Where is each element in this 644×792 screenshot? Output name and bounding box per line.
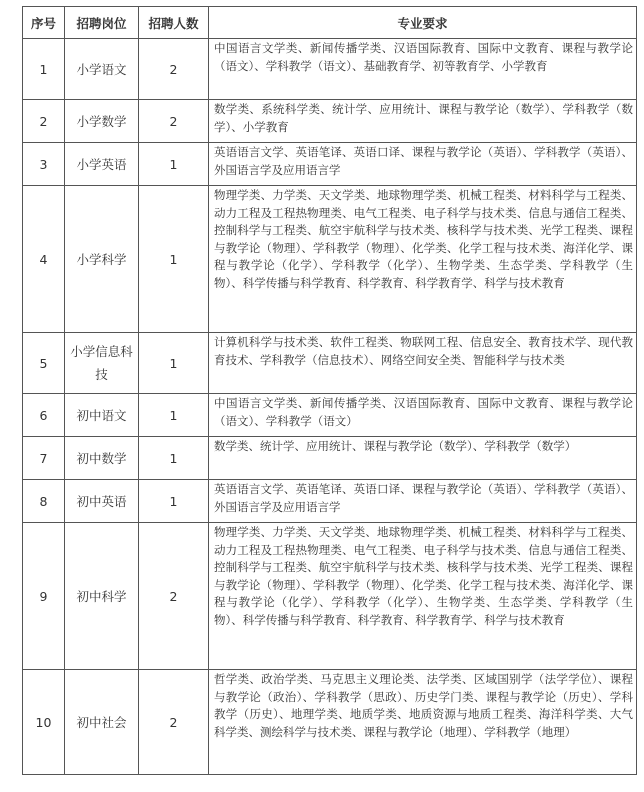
row-count: 1 (139, 394, 209, 437)
row-no: 7 (23, 437, 65, 480)
header-requirements: 专业要求 (209, 7, 637, 39)
row-requirements: 数学类、系统科学类、统计学、应用统计、课程与教学论（数学）、学科教学（数学）、小学教育 (209, 100, 637, 143)
row-count: 2 (139, 39, 209, 100)
row-post: 小学科学 (65, 186, 139, 333)
row-requirements: 中国语言文学类、新闻传播学类、汉语国际教育、国际中文教育、课程与教学论（语文）、学科教学（语文）、基础教育学、初等教育学、小学教育 (209, 39, 637, 100)
row-post: 小学信息科技 (65, 333, 139, 394)
table-row (23, 143, 637, 186)
row-requirements: 哲学类、政治学类、马克思主义理论类、法学类、区域国别学（法学学位）、课程与教学论（政治）、学科教学（思政）、历史学门类、课程与教学论（历史）、学科教学（历史）、地理学类、地质学类、地质资源与地质工程类、海洋科学类、大气科学类、测绘科学与技术类、课程与教学论（地理）、学科教学（地理） (209, 670, 637, 775)
row-no: 5 (23, 333, 65, 394)
row-no: 10 (23, 670, 65, 775)
header-row (23, 7, 637, 39)
header-count: 招聘人数 (139, 7, 209, 39)
row-no: 3 (23, 143, 65, 186)
row-requirements: 数学类、统计学、应用统计、课程与教学论（数学）、学科教学（数学） (209, 437, 637, 480)
header-post: 招聘岗位 (65, 7, 139, 39)
table-row (23, 100, 637, 143)
row-count: 1 (139, 437, 209, 480)
table-row (23, 186, 637, 333)
table-row (23, 523, 637, 670)
row-requirements: 英语语言文学、英语笔译、英语口译、课程与教学论（英语）、学科教学（英语）、外国语言学及应用语言学 (209, 480, 637, 523)
row-post: 初中语文 (65, 394, 139, 437)
table-row (23, 333, 637, 394)
row-no: 8 (23, 480, 65, 523)
row-requirements: 物理学类、力学类、天文学类、地球物理学类、机械工程类、材料科学与工程类、动力工程及工程热物理类、电气工程类、电子科学与技术类、信息与通信工程类、控制科学与工程类、航空宇航科学与技术类、核科学与技术类、光学工程类、课程与教学论（物理）、学科教学（物理）、化学类、化学工程与技术类、海洋化学、课程与教学论（化学）、学科教学（化学）、生物学类、生态学类、学科教学（生物）、科学传播与科学教育、科学教育、科学教育学、科学与技术教育 (209, 186, 637, 333)
row-no: 9 (23, 523, 65, 670)
row-post: 初中数学 (65, 437, 139, 480)
row-requirements: 中国语言文学类、新闻传播学类、汉语国际教育、国际中文教育、课程与教学论（语文）、学科教学（语文） (209, 394, 637, 437)
row-count: 2 (139, 670, 209, 775)
row-count: 2 (139, 523, 209, 670)
row-count: 1 (139, 480, 209, 523)
row-count: 1 (139, 333, 209, 394)
row-no: 1 (23, 39, 65, 100)
row-post: 小学英语 (65, 143, 139, 186)
table-row (23, 394, 637, 437)
row-requirements: 英语语言文学、英语笔译、英语口译、课程与教学论（英语）、学科教学（英语）、外国语言学及应用语言学 (209, 143, 637, 186)
header-no: 序号 (23, 7, 65, 39)
row-post: 初中科学 (65, 523, 139, 670)
row-post: 初中英语 (65, 480, 139, 523)
row-requirements: 计算机科学与技术类、软件工程类、物联网工程、信息安全、教育技术学、现代教育技术、学科教学（信息技术）、网络空间安全类、智能科学与技术类 (209, 333, 637, 394)
row-post: 小学语文 (65, 39, 139, 100)
row-count: 1 (139, 143, 209, 186)
row-no: 6 (23, 394, 65, 437)
row-no: 2 (23, 100, 65, 143)
row-count: 2 (139, 100, 209, 143)
row-count: 1 (139, 186, 209, 333)
recruitment-table (22, 6, 637, 775)
table-row (23, 670, 637, 775)
row-no: 4 (23, 186, 65, 333)
row-post: 初中社会 (65, 670, 139, 775)
table-row (23, 437, 637, 480)
table-row (23, 480, 637, 523)
row-post: 小学数学 (65, 100, 139, 143)
table-row (23, 39, 637, 100)
row-requirements: 物理学类、力学类、天文学类、地球物理学类、机械工程类、材料科学与工程类、动力工程及工程热物理类、电气工程类、电子科学与技术类、信息与通信工程类、控制科学与工程类、航空宇航科学与技术类、核科学与技术类、光学工程类、课程与教学论（物理）、学科教学（物理）、化学类、化学工程与技术类、海洋化学、课程与教学论（化学）、学科教学（化学）、生物学类、生态学类、学科教学（生物）、科学传播与科学教育、科学教育、科学教育学、科学与技术教育 (209, 523, 637, 670)
